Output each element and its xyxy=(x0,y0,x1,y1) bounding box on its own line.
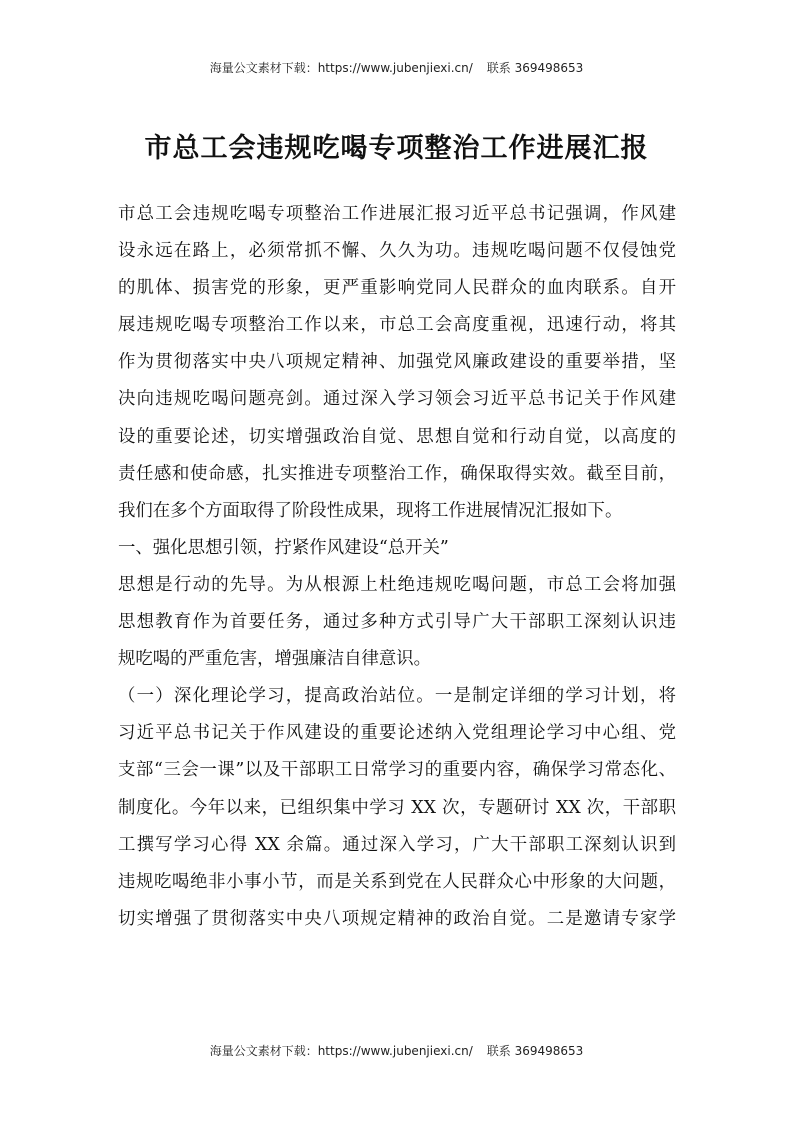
body-line: 思想是行动的先导。为从根源上杜绝违规吃喝问题，市总工会将加强 xyxy=(118,574,676,595)
header-contact: 联系 369498653 xyxy=(486,61,584,75)
footer-download-text: 海量公文素材下载：https://www.jubenjiexi.cn/ xyxy=(209,1044,473,1058)
body-line: 我们在多个方面取得了阶段性成果，现将工作进展情况汇报如下。 xyxy=(118,500,623,521)
body-line: 违规吃喝绝非小事小节，而是关系到党在人民群众心中形象的大问题， xyxy=(118,871,676,892)
body-line: 决向违规吃喝问题亮剑。通过深入学习领会习近平总书记关于作风建 xyxy=(118,389,676,410)
body-line: 习近平总书记关于作风建设的重要论述纳入党组理论学习中心组、党 xyxy=(118,723,676,744)
body-line: 切实增强了贯彻落实中央八项规定精神的政治自觉。二是邀请专家学 xyxy=(118,908,676,929)
body-line: 责任感和使命感，扎实推进专项整治工作，确保取得实效。截至目前， xyxy=(118,463,676,484)
section-heading: 一、强化思想引领，拧紧作风建设“总开关” xyxy=(118,537,449,558)
body-line: 设的重要论述，切实增强政治自觉、思想自觉和行动自觉，以高度的 xyxy=(118,426,676,447)
page-header xyxy=(0,59,793,76)
header-download-text: 海量公文素材下载：https://www.jubenjiexi.cn/ xyxy=(209,61,473,75)
body-line: 展违规吃喝专项整治工作以来，市总工会高度重视，迅速行动，将其 xyxy=(118,315,676,336)
page-footer xyxy=(0,1042,793,1059)
document-title: 市总工会违规吃喝专项整治工作进展汇报 xyxy=(144,133,649,164)
footer-contact: 联系 369498653 xyxy=(486,1044,584,1058)
body-line: 工撰写学习心得 XX 余篇。通过深入学习，广大干部职工深刻认识到 xyxy=(118,834,676,855)
body-line: 思想教育作为首要任务，通过多种方式引导广大干部职工深刻认识违 xyxy=(118,612,676,633)
body-line: 的肌体、损害党的形象，更严重影响党同人民群众的血肉联系。自开 xyxy=(118,278,676,299)
body-line: 作为贯彻落实中央八项规定精神、加强党风廉政建设的重要举措，坚 xyxy=(118,352,676,373)
body-line: 设永远在路上，必须常抓不懈、久久为功。违规吃喝问题不仅侵蚀党 xyxy=(118,241,676,262)
document-body xyxy=(118,196,676,938)
body-line: 市总工会违规吃喝专项整治工作进展汇报习近平总书记强调，作风建 xyxy=(118,204,676,224)
body-line: （一）深化理论学习，提高政治站位。一是制定详细的学习计划，将 xyxy=(118,686,676,707)
body-line: 规吃喝的严重危害，增强廉洁自律意识。 xyxy=(118,649,432,670)
body-line: 制度化。今年以来，已组织集中学习 XX 次，专题研讨 XX 次，干部职 xyxy=(118,797,676,818)
body-line: 支部“三会一课”以及干部职工日常学习的重要内容，确保学习常态化、 xyxy=(118,760,676,781)
